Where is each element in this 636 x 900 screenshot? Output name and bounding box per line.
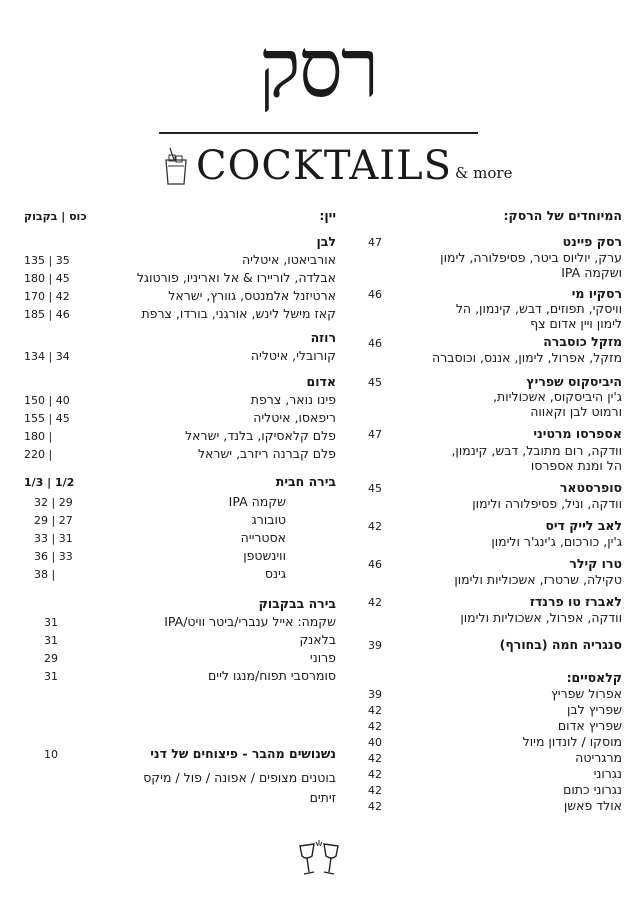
classics-item-price: 42: [368, 784, 382, 797]
classics-item-name: אולד פאשן: [563, 798, 622, 813]
wine-item-price: 155 | 45: [24, 412, 70, 425]
classics-item-price: 42: [368, 704, 382, 717]
classics-item-name: נגרוני כתום: [563, 782, 622, 797]
specials-header: המיוחדים של הרסק:: [503, 208, 622, 223]
snacks-header: נשנושים מהבר - פיצוחים של דני: [150, 746, 336, 761]
snacks-line: בוטנים מצופים / אפונה / פול / מיקס: [143, 770, 336, 785]
wine-item-name: אורביאטו, איטליה: [242, 252, 336, 267]
classics-header: קלאסיים:: [566, 670, 622, 685]
specials-item-desc: ג'ין, כורכום, ג'ינג'ר ולימון: [491, 534, 622, 549]
draft-beer-price: 38 |: [34, 568, 56, 581]
page-subtitle: & more: [455, 164, 513, 182]
classics-item-price: 42: [368, 752, 382, 765]
classics-item-name: שפריץ לבן: [567, 702, 622, 717]
specials-item-price: 46: [368, 558, 382, 571]
header-divider: [159, 132, 478, 134]
classics-item-name: מרגריטה: [575, 750, 622, 765]
snacks-price: 10: [44, 748, 58, 761]
wine-item-price: 220 |: [24, 448, 53, 461]
draft-beer-price: 36 | 33: [34, 550, 73, 563]
bottle-beer-price: 31: [44, 670, 58, 683]
drinks-column: [24, 208, 344, 808]
specials-item-desc: לימון ויין אדום צף: [530, 316, 622, 331]
draft-beer-name: טובורג: [251, 512, 286, 527]
specials-item-name: טרו קילר: [569, 556, 622, 571]
wine-header: יין:: [319, 208, 336, 223]
specials-item-desc: וודקה, רום מתובל, דבש, קינמון,: [451, 443, 622, 458]
page-title: COCKTAILS: [196, 143, 453, 189]
draft-beer-price: 33 | 31: [34, 532, 73, 545]
bottle-beer-name: בלאנק: [299, 632, 336, 647]
specials-item-desc: וודקה, וניל, פסיפלורה ולימון: [472, 496, 622, 511]
specials-item-price: 46: [368, 337, 382, 350]
specials-item-price: 47: [368, 236, 382, 249]
specials-item-desc: וודקה, אפרול, אשכוליות ולימון: [460, 610, 622, 625]
wine-item-price: 150 | 40: [24, 394, 70, 407]
bottle-beer-price: 31: [44, 634, 58, 647]
specials-item-desc: הל ומנת אספרסו: [530, 458, 622, 473]
specials-item-name: לאב לייק דיס: [545, 518, 622, 533]
draft-beer-name: אסטרייה: [240, 530, 286, 545]
specials-item-name: סנגריה חמה (בחורף): [499, 637, 622, 652]
classics-item-name: מוסקו / לונדון מיול: [522, 734, 622, 749]
logo-text: רסק: [258, 21, 378, 117]
bottle-beer-price: 29: [44, 652, 58, 665]
bottle-beer-name: שקמה: אייל ענברי/ביטר וויט/IPA: [164, 614, 336, 629]
logo: [0, 21, 636, 117]
wine-item-price: 180 |: [24, 430, 53, 443]
specials-item-desc: מזקל, אפרול, לימון, אננס, וכוסברה: [432, 350, 622, 365]
specials-item-price: 42: [368, 596, 382, 609]
wine-white-title: לבן: [316, 234, 336, 249]
specials-item-name: רסק פיינט: [562, 234, 622, 249]
classics-item-name: נגרוני: [593, 766, 622, 781]
specials-column: [360, 208, 630, 813]
cocktail-cup-icon: [160, 146, 190, 186]
wine-item-name: קורובלי, איטליה: [250, 348, 336, 363]
classics-item-name: שפריץ אדום: [557, 718, 622, 733]
bottle-beer-price: 31: [44, 616, 58, 629]
wine-red-title: אדום: [306, 374, 336, 389]
classics-item-price: 42: [368, 720, 382, 733]
specials-item-desc: ורמוט לבן וקאווה: [530, 404, 622, 419]
specials-item-desc: ג'ין היביסקוס, אשכוליות,: [493, 389, 622, 404]
specials-item-price: 45: [368, 376, 382, 389]
specials-item-name: סופרסטאר: [559, 480, 622, 495]
wine-rose-title: רוזה: [310, 330, 336, 345]
classics-item-price: 39: [368, 688, 382, 701]
draft-beer-price: 29 | 27: [34, 514, 73, 527]
wine-item-name: קאז מישל לינש, אורגני, בורדו, צרפת: [141, 306, 336, 321]
wine-item-price: 135 | 35: [24, 254, 70, 267]
specials-item-desc: ושקמה IPA: [561, 265, 622, 280]
specials-item-desc: טקילה, שרטרז, אשכוליות ולימון: [454, 572, 622, 587]
draft-beer-price: 32 | 29: [34, 496, 73, 509]
wine-item-name: ריפאסו, איטליה: [253, 410, 336, 425]
wine-item-price: 185 | 46: [24, 308, 70, 321]
specials-item-name: רסקיו מי: [571, 286, 622, 301]
bottle-beer-name: פרוני: [309, 650, 336, 665]
specials-item-name: אספרסו מרטיני: [533, 426, 622, 441]
specials-item-name: מזקל כוסברה: [543, 334, 622, 349]
wine-price-header: כוס | בקבוק: [24, 210, 87, 223]
specials-item-price: 47: [368, 428, 382, 441]
wine-item-name: ארטיזנל אלמנטס, גוורץ, ישראל: [168, 288, 336, 303]
title-row: [160, 140, 513, 189]
specials-item-desc: ערק, יוליוס ביטר, פסיפלורה, לימון: [440, 250, 622, 265]
draft-beer-name: ווינשטפן: [243, 548, 286, 563]
specials-item-price: 45: [368, 482, 382, 495]
wine-item-name: פלם קלאסיקו, בלנד, ישראל: [185, 428, 336, 443]
wine-item-name: אבלדה, לוריירו & אל ואריניו, פורטוגל: [136, 270, 336, 285]
wine-item-price: 134 | 34: [24, 350, 70, 363]
draft-beer-name: גינס: [264, 566, 286, 581]
specials-item-price: 39: [368, 639, 382, 652]
draft-beer-header: בירה חבית: [275, 474, 336, 489]
specials-item-name: היביסקוס שפריץ: [526, 374, 622, 389]
classics-item-price: 40: [368, 736, 382, 749]
wine-item-name: פינו נואר, צרפת: [250, 392, 336, 407]
classics-item-price: 42: [368, 768, 382, 781]
draft-beer-name: שקמה IPA: [228, 494, 286, 509]
cheers-glasses-icon: [296, 840, 342, 882]
specials-item-name: לאברז טו פרנדז: [529, 594, 622, 609]
classics-item-price: 42: [368, 800, 382, 813]
specials-item-price: 46: [368, 288, 382, 301]
snacks-line: זיתים: [309, 790, 336, 805]
bottle-beer-name: סומרסבי תפוח/מנגו ליים: [208, 668, 336, 683]
wine-item-name: פלם קברנה ריזרב, ישראל: [197, 446, 336, 461]
bottle-beer-header: בירה בבקבוק: [258, 596, 336, 611]
specials-item-desc: וויסקי, תפוזים, דבש, קינמון, הל: [455, 301, 622, 316]
classics-item-name: אפרול שפריץ: [551, 686, 622, 701]
wine-item-price: 170 | 42: [24, 290, 70, 303]
specials-item-price: 42: [368, 520, 382, 533]
draft-beer-price-header: 1/3 | 1/2: [24, 476, 75, 489]
wine-item-price: 180 | 45: [24, 272, 70, 285]
